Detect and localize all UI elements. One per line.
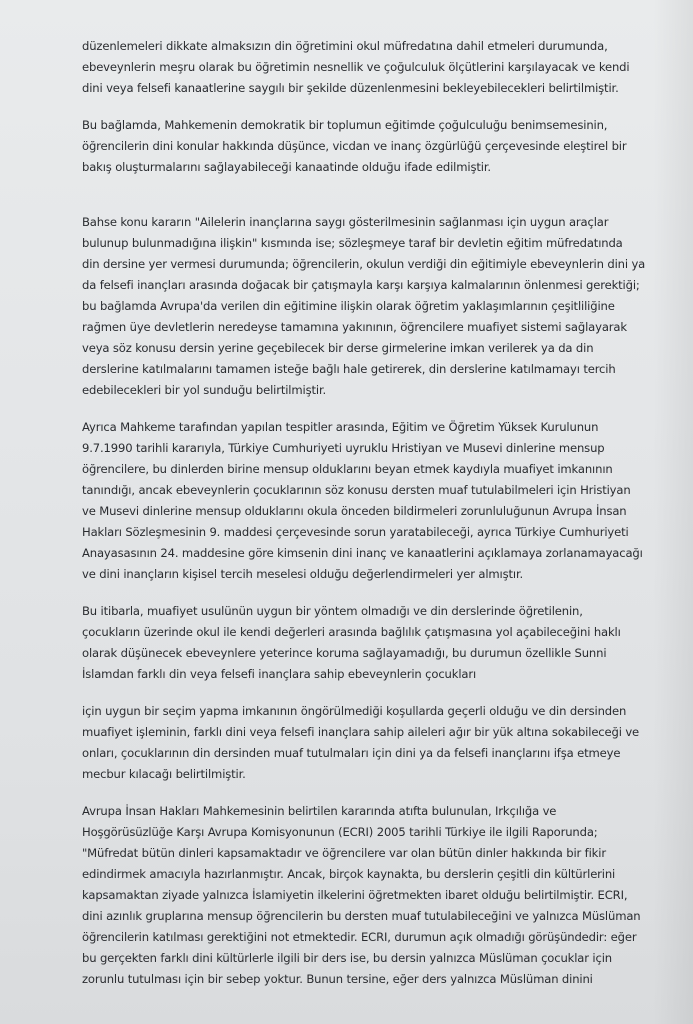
text-line: da felsefi inançları arasında doğacak bir çatışmayla karşı karşıya kalmalarının önlenmesi gerektiği;	[82, 278, 640, 292]
text-line: "Müfredat bütün dinleri kapsamaktadır ve öğrencilere var olan bütün dinler hakkında bir fikir	[82, 846, 606, 860]
text-line: öğrencilerin katılması gerektiğini not etmektedir. ECRI, durumun açık olmadığı görüşündedir: eğer	[82, 930, 637, 944]
text-line: edebilecekleri bir yol sunduğu belirtilmiştir.	[82, 383, 327, 397]
text-line: bu bağlamda Avrupa'da verilen din eğitimine ilişkin olarak öğretim yaklaşımlarının çeşitliliğine	[82, 299, 615, 313]
text-line: dini azınlık gruplarına mensup öğrencilerin bu dersten muaf tutulabileceğini ve yalnızca Müslüman	[82, 909, 641, 923]
text-line: muafiyet işleminin, farklı dini veya felsefi inançlara sahip aileleri ağır bir yük altına sokabileceği ve	[82, 725, 640, 739]
text-line: Bahse konu kararın "Ailelerin inançlarına saygı gösterilmesinin sağlanması için uygun araçlar	[82, 215, 609, 229]
text-line: olarak düşünecek ebeveynlere yeterince koruma sağlayamadığı, bu durumun özellikle Sunni	[82, 646, 607, 660]
text-line: derslerine katılmalarını tamamen isteğe bağlı hale getirerek, din derslerine katılmamayı tercih	[82, 362, 616, 376]
text-line: edindirmek amacıyla hazırlanmıştır. Ancak, birçok kaynakta, bu derslerin çeşitli din kültürlerini	[82, 867, 616, 881]
text-line: Bu bağlamda, Mahkemenin demokratik bir toplumun eğitimde çoğulculuğu benimsemesinin,	[82, 118, 608, 132]
paragraph-5	[82, 601, 667, 685]
text-line: düzenlemeleri dikkate almaksızın din öğretimini okul müfredatına dahil etmeleri durumunda,	[82, 39, 608, 53]
text-line: kapsamaktan ziyade yalnızca İslamiyetin ilkelerini öğretmekten ibaret olduğu belirtilmiştir. ECRI,	[82, 888, 628, 902]
text-line: için uygun bir seçim yapma imkanının öngörülmediği koşullarda geçerli olduğu ve din dersinden	[82, 704, 627, 718]
text-line: din dersine yer vermesi durumunda; öğrencilerin, okulun verdiği din eğitimiyle ebeveynlerin dini ya	[82, 257, 646, 271]
text-line: öğrencilerin dini konular hakkında düşünce, vicdan ve inanç özgürlüğü çerçevesinde eleştirel bir	[82, 139, 627, 153]
text-line: Anayasasının 24. maddesine göre kimsenin dini inanç ve kanaatlerini açıklamaya zorlanamayacağı	[82, 546, 643, 560]
text-line: Avrupa İnsan Hakları Mahkemesinin belirtilen kararında atıfta bulunulan, Irkçılığa ve	[82, 804, 557, 818]
text-line: veya söz konusu dersin yerine geçebilecek bir derse girmelerine imkan verilerek ya da din	[82, 341, 594, 355]
text-line: zorunlu tutulması için bir sebep yoktur. Bunun tersine, eğer ders yalnızca Müslüman dinini	[82, 972, 593, 986]
text-line: bu gerçekten farklı dini kültürlerle ilgili bir ders ise, bu dersin yalnızca Müslüman çocuklar için	[82, 951, 612, 965]
text-line: ve Musevi dinlerine mensup olduklarını okula önceden bildirmeleri zorunluluğunun Avrupa İnsan	[82, 504, 627, 518]
paragraph-2	[82, 115, 667, 178]
paragraph-6	[82, 701, 667, 785]
paragraph-3	[82, 212, 667, 401]
text-line: bakış oluşturmalarını sağlayabileceği kanaatinde olduğu ifade edilmiştir.	[82, 160, 491, 174]
text-line: ve dini inançların kişisel tercih meselesi olduğu değerlendirmeleri yer almıştır.	[82, 567, 524, 581]
paragraph-4	[82, 417, 667, 585]
text-line: 9.7.1990 tarihli kararıyla, Türkiye Cumhuriyeti uyruklu Hristiyan ve Musevi dinlerine mensup	[82, 441, 605, 455]
text-line: onları, çocuklarının din dersinden muaf tutulmaları için dini ya da felsefi inançlarını ifşa etmeye	[82, 746, 621, 760]
text-line: dini veya felsefi kanaatlerine saygılı bir şekilde düzenlenmesini bekleyebilecekleri belirtilmiştir.	[82, 81, 619, 95]
text-line: ebeveynlerin meşru olarak bu öğretimin nesnellik ve çoğulculuk ölçütlerini karşılayacak ve kendi	[82, 60, 630, 74]
text-line: Hoşgörüsüzlüğe Karşı Avrupa Komisyonunun (ECRI) 2005 tarihli Türkiye ile ilgili Raporunda;	[82, 825, 598, 839]
text-line: Bu itibarla, muafiyet usulünün uygun bir yöntem olmadığı ve din derslerinde öğretilenin,	[82, 604, 583, 618]
text-line: Hakları Sözleşmesinin 9. maddesi çerçevesinde sorun yaratabileceği, ayrıca Türkiye Cumhuriyeti	[82, 525, 629, 539]
paragraph-1	[82, 36, 667, 99]
text-line: tanındığı, ancak ebeveynlerin çocuklarının söz konusu dersten muaf tutulabilmeleri için Hristiyan	[82, 483, 631, 497]
text-line: Ayrıca Mahkeme tarafından yapılan tespitler arasında, Eğitim ve Öğretim Yüksek Kurulunun	[82, 420, 599, 434]
text-line: İslamdan farklı din veya felsefi inançlara sahip ebeveynlerin çocukları	[82, 667, 477, 681]
text-line: mecbur kılacağı belirtilmiştir.	[82, 767, 246, 781]
text-line: rağmen üye devletlerin neredeyse tamamına yakınının, öğrencilere muafiyet sistemi sağlayarak	[82, 320, 627, 334]
text-line: bulunup bulunmadığına ilişkin" kısmında ise; sözleşmeye taraf bir devletin eğitim müfredatında	[82, 236, 623, 250]
text-line: öğrencilere, bu dinlerden birine mensup olduklarını beyan etmek kaydıyla muafiyet imkanının	[82, 462, 613, 476]
text-line: çocukların üzerinde okul ile kendi değerleri arasında bağlılık çatışmasına yol açabileceğini haklı	[82, 625, 621, 639]
paragraph-7	[82, 801, 667, 990]
